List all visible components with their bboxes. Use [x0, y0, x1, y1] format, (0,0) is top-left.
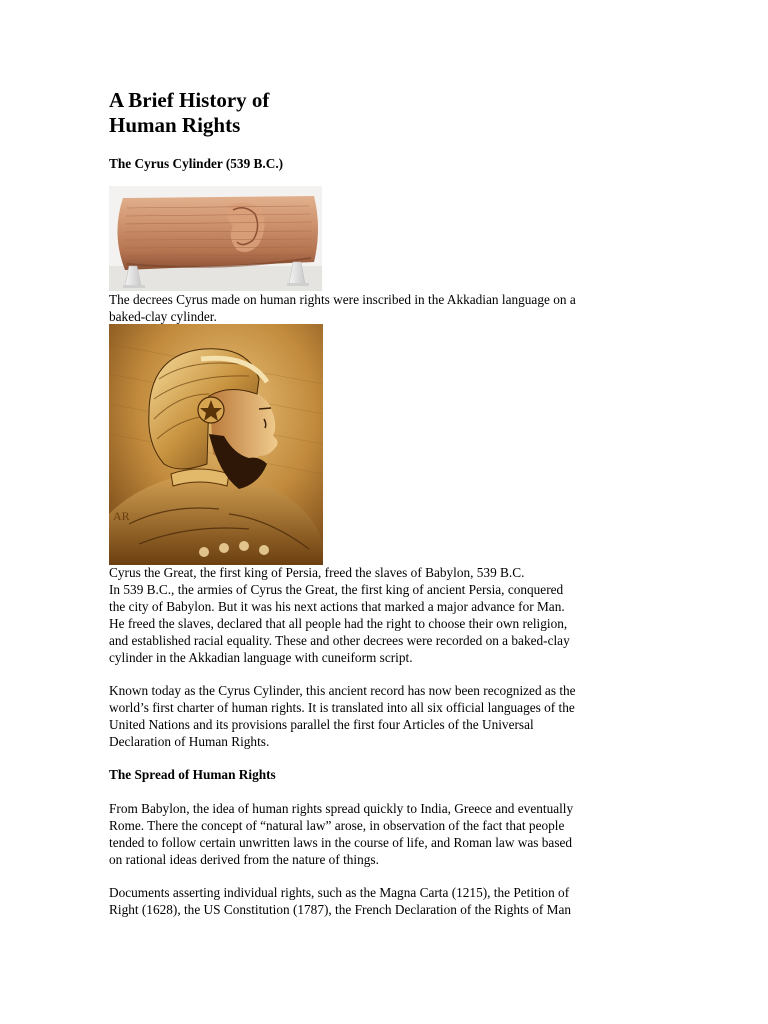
paragraph-line: In 539 B.C., the armies of Cyrus the Great, the first king of ancient Persia, conquered [109, 581, 564, 597]
caption-line: baked-clay cylinder. [109, 308, 217, 324]
paragraph-line: Documents asserting individual rights, such as the Magna Carta (1215), the Petition of [109, 885, 570, 900]
portrait-caption-and-paragraph [109, 565, 669, 666]
portrait-caption: Cyrus the Great, the first king of Persia, freed the slaves of Babylon, 539 B.C. [109, 565, 525, 580]
document-title [109, 88, 269, 138]
paragraph-line: cylinder in the Akkadian language with cuneiform script. [109, 649, 413, 665]
title-line-2: Human Rights [109, 113, 241, 137]
paragraph-known-today [109, 683, 669, 751]
paragraph-line: tended to follow certain unwritten laws in the course of life, and Roman law was based [109, 834, 573, 850]
paragraph-line: Declaration of Human Rights. [109, 733, 270, 749]
paragraph-documents [109, 885, 669, 919]
cyrus-portrait-image [109, 324, 323, 565]
paragraph-line: Rome. There the concept of “natural law” arose, in observation of the fact that people [109, 817, 565, 833]
title-line-1: A Brief History of [109, 88, 270, 112]
caption-line: The decrees Cyrus made on human rights were inscribed in the Akkadian language on a [109, 292, 576, 307]
cyrus-cylinder-image [109, 186, 322, 291]
paragraph-line: United Nations and its provisions parallel the first four Articles of the Universal [109, 716, 534, 732]
paragraph-line: and established racial equality. These and other decrees were recorded on a baked-clay [109, 632, 570, 648]
section-heading-cyrus-cylinder: The Cyrus Cylinder (539 B.C.) [109, 156, 284, 171]
section-heading-spread: The Spread of Human Rights [109, 767, 276, 782]
paragraph-line: world’s first charter of human rights. It is translated into all six official languages of the [109, 699, 575, 715]
paragraph-line: Right (1628), the US Constitution (1787), the French Declaration of the Rights of Man [109, 901, 572, 917]
paragraph-line: on rational ideas derived from the nature of things. [109, 851, 379, 867]
paragraph-line: From Babylon, the idea of human rights spread quickly to India, Greece and eventually [109, 801, 574, 816]
paragraph-line: Known today as the Cyrus Cylinder, this ancient record has now been recognized as the [109, 683, 576, 698]
svg-text:AR: AR [113, 509, 130, 523]
cylinder-caption [109, 292, 669, 326]
paragraph-from-babylon [109, 801, 669, 869]
paragraph-line: the city of Babylon. But it was his next actions that marked a major advance for Man. [109, 598, 565, 614]
paragraph-line: He freed the slaves, declared that all people had the right to choose their own religion, [109, 615, 568, 631]
